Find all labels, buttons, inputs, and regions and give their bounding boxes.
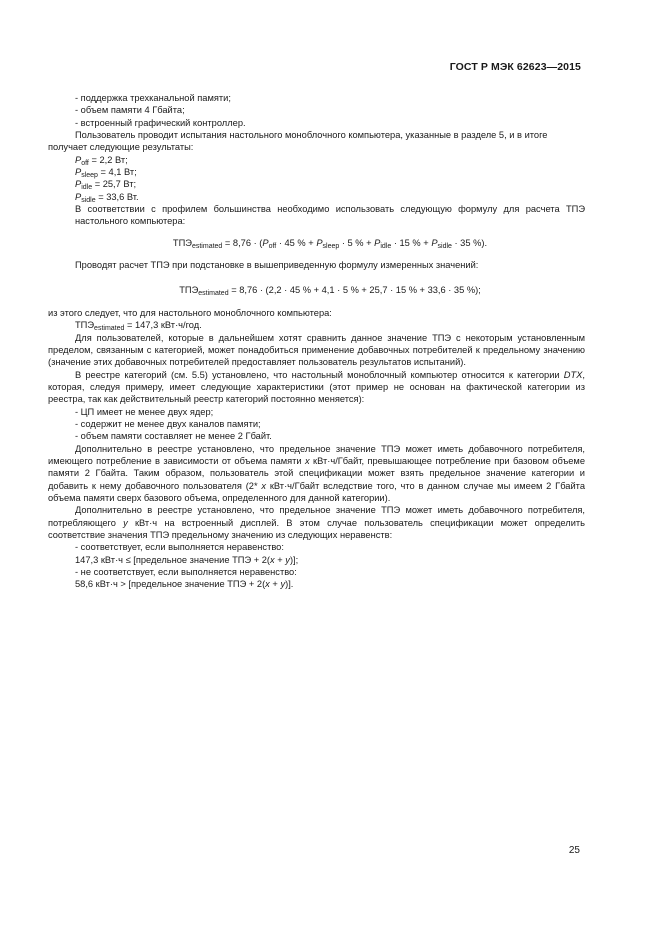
list-item: - встроенный графический контроллер. xyxy=(75,117,246,128)
result-line: $ТПЭ_{estimated} = 147,3$ кВт·ч/год. xyxy=(75,320,202,333)
document-header: ГОСТ Р МЭК 62623—2015 xyxy=(449,61,581,73)
list-item: - не соответствует, если выполняется неравенство: xyxy=(75,567,297,578)
list-item: - содержит не менее двух каналов памяти; xyxy=(75,418,261,429)
inequality-compliant: 147,3 кВт·ч ≤ [предельное значение ТПЭ + 2(x + y)]; xyxy=(75,554,299,565)
paragraph: Дополнительно в реестре установлено, что предельное значение ТПЭ может иметь добавочного потребителя, имеющего потребление в зависимости от объема памяти x кВт·ч/Гбайт, превышающее потребление при базовом объеме памяти 2 Гбайта. Таким образом, пользователь этой спецификации может взять предельное значение категории и добавить к нему добавочного пользователя (2* x кВт·ч/Гбайт вследствие того, что в данном случае мы имеем 2 Гбайта объема памяти сверх базового объема, определенного для данной категории). xyxy=(48,443,585,503)
measurement-idle: $P_{idle} = 25,7$ Вт; xyxy=(75,179,137,192)
paragraph: из этого следует, что для настольного моноблочного компьютера: xyxy=(48,307,332,318)
formula-tpe: $ТПЭ_{estimated} = 8,76 \cdot (P_{off} \cdot 45$ % + $P_{sleep} \cdot 5$ % + $P_{idle} \cdot 15$ % + $P_{sidle} \cdot 35$ %). xyxy=(172,237,488,250)
inequality-noncompliant: 58,6 кВт·ч > [предельное значение ТПЭ + 2(x + y)]. xyxy=(75,579,294,590)
page-number: 25 xyxy=(568,845,580,856)
paragraph: Дополнительно в реестре установлено, что предельное значение ТПЭ может иметь добавочного потребителя, потребляющего y кВт·ч на встроенный дисплей. В этом случае пользователь спецификации может определить соответствие значения ТПЭ предельному значению из следующих неравенств: xyxy=(48,505,585,540)
list-item: - ЦП имеет не менее двух ядер; xyxy=(75,406,214,417)
paragraph: Проводят расчет ТПЭ при подстановке в вышеприведенную формулу измеренных значений: xyxy=(75,260,479,271)
paragraph xyxy=(75,129,585,141)
document-body xyxy=(48,92,585,591)
paragraph-text: Пользователь проводит испытания настольного моноблочного компьютера, указанные в разделе 5, и в итоге xyxy=(75,130,548,141)
list-item: - соответствует, если выполняется неравенство: xyxy=(75,542,284,553)
list-item: - поддержка трехканальной памяти; xyxy=(75,93,231,103)
list-item: - объем памяти составляет не менее 2 Гбайт. xyxy=(75,431,272,442)
paragraph-continuation: получает следующие результаты: xyxy=(48,142,194,153)
measurement-sleep: $P_{sleep} = 4,1$ Вт; xyxy=(75,167,137,180)
list-item: - объем памяти 4 Гбайта; xyxy=(75,105,185,116)
paragraph: Для пользователей, которые в дальнейшем хотят сравнить данное значение ТПЭ с некоторым установленным пределом, связанным с категорией, может понадобиться применение добавочных потребителей к предельному значению (значение этих добавочных потребителей предоставляет пользователь результатов испытаний). xyxy=(48,332,585,368)
paragraph: В соответствии с профилем большинства необходимо использовать следующую формулу для расчета ТПЭ настольного компьютера: xyxy=(75,204,585,227)
paragraph: В реестре категорий (см. 5.5) установлено, что настольный моноблочный компьютер относится к категории DTX, которая, следуя примеру, имеет следующие характеристики (этот пример не основан на фактической категории из реестра, так как действительный реестр категорий постоянно меняется): xyxy=(48,369,585,405)
formula-substituted: $ТПЭ_{estimated} = 8,76 \cdot (2,2 \cdot 45$ % + 4,1 · 5 % + 25,7 · 15 % + 33,6 · 35 %); xyxy=(179,285,481,298)
measurement-off: $P_{off} = 2,2$ Вт; xyxy=(75,154,128,167)
measurement-sidle: $P_{sidle} = 33,6$ Вт. xyxy=(75,191,139,204)
